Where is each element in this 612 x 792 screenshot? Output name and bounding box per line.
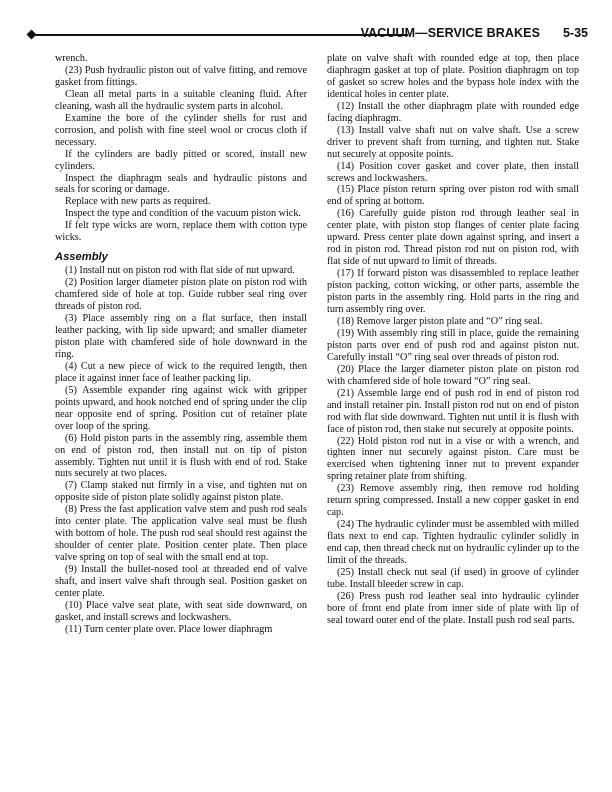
paragraph: (24) The hydraulic cylinder must be assembled with milled flats next to end cap. Tighten hydraulic cylinder solidly in end cap, then thread check nut on hydraulic cylinder up to the limit of the threads. bbox=[327, 519, 579, 567]
paragraph: (6) Hold piston parts in the assembly ring, assemble them on end of piston rod, then install nut on tip of piston assembly. Tighten nut until it is flush with end of rod. Stake nuts securely at two places. bbox=[55, 432, 307, 480]
paragraph: (20) Place the larger diameter piston plate on piston rod with chamfered side of hole toward “O” ring seal. bbox=[327, 363, 579, 387]
paragraph: (1) Install nut on piston rod with flat side of nut upward. bbox=[65, 265, 295, 277]
paragraph: Replace with new parts as required. bbox=[65, 196, 211, 208]
paragraph: (25) Install check nut seal (if used) in groove of cylinder tube. Install bleeder screw in cap. bbox=[327, 566, 579, 590]
paragraph: Inspect the type and condition of the vacuum piston wick. bbox=[65, 208, 301, 220]
left-column bbox=[55, 53, 307, 636]
paragraph: (17) If forward piston was disassembled to replace leather piston packing, cotton wicking, or other parts, assemble the piston parts in the assembly ring. Hold parts in the ring and turn assembly ring over. bbox=[327, 268, 579, 316]
paragraph: (12) Install the other diaphragm plate with rounded edge facing diaphragm. bbox=[327, 100, 579, 124]
paragraph: (8) Press the fast application valve stem and push rod seals into center plate. The application valve seal must be flush with bottom of hole. The push rod seal should rest against the shoulder of center plate. Position center plate. Then place valve spring on top of seal with the small end at top. bbox=[55, 504, 307, 564]
page-header bbox=[28, 26, 588, 46]
paragraph: (23) Push hydraulic piston out of valve fitting, and remove gasket from fittings. bbox=[55, 64, 307, 88]
paragraph: (22) Hold piston rod nut in a vise or with a wrench, and tighten inner nut securely against piston. Care must be exercised when tightening inner nut to prevent expander spring retainer plate from shifting. bbox=[327, 435, 579, 483]
paragraph: (13) Install valve shaft nut on valve shaft. Use a screw driver to prevent shaft from turning, and tighten nut. Stake nut securely at opposite points. bbox=[327, 124, 579, 160]
paragraph: (4) Cut a new piece of wick to the required length, then place it against inner face of leather packing lip. bbox=[55, 360, 307, 384]
paragraph: (26) Press push rod leather seal into hydraulic cylinder bore of front end plate from inner side of plate with lip of seal toward outer end of the plate. Install push rod seal parts. bbox=[327, 590, 579, 626]
header-rule bbox=[34, 34, 408, 36]
paragraph: (11) Turn center plate over. Place lower diaphragm bbox=[65, 623, 273, 635]
section-title: VACUUM—SERVICE BRAKES bbox=[360, 26, 540, 40]
page-number: 5-35 bbox=[562, 26, 588, 40]
paragraph: (10) Place valve seat plate, with seat side downward, on gasket, and install screws and lockwashers. bbox=[55, 599, 307, 623]
paragraph: (14) Position cover gasket and cover plate, then install screws and lockwashers. bbox=[327, 160, 579, 184]
paragraph: (3) Place assembly ring on a flat surface, then install leather packing, with lip side upward; and smaller diameter piston plate with chamfered side of hole downward in the ring. bbox=[55, 313, 307, 360]
paragraph: (18) Remove larger piston plate and “O” ring seal. bbox=[337, 315, 543, 327]
right-column bbox=[327, 53, 579, 627]
paragraph: Examine the bore of the cylinder shells for rust and corrosion, and polish with fine steel wool or crocus cloth if necessary. bbox=[55, 112, 307, 148]
section-heading-assembly: Assembly bbox=[55, 251, 108, 264]
paragraph: Inspect the diaphragm seals and hydraulic pistons and seals for scoring or damage. bbox=[55, 172, 307, 196]
paragraph: (7) Clamp staked nut firmly in a vise, and tighten nut on opposite side of piston plate solidly against piston plate. bbox=[55, 480, 307, 504]
paragraph: (23) Remove assembly ring, then remove rod holding return spring compressed. Install a new copper gasket in end cap. bbox=[327, 483, 579, 519]
paragraph: (15) Place piston return spring over piston rod with small end of spring at bottom. bbox=[327, 184, 579, 208]
paragraph: (21) Assemble large end of push rod in end of piston rod and install retainer pin. Install piston rod nut on end of piston rod with flat side downward. Tighten nut until it is flush with face of piston rod, then stake nut securely at opposite points. bbox=[327, 387, 579, 435]
paragraph: wrench. bbox=[55, 53, 88, 64]
paragraph: (2) Position larger diameter piston plate on piston rod with chamfered side of hole at top. Guide rubber seal ring over threads of piston rod. bbox=[55, 277, 307, 313]
paragraph: (5) Assemble expander ring against wick with gripper points upward, and hook notched end of spring under the clip near opposite end of spring. Position cut of retainer plate over loop of the spring. bbox=[55, 384, 307, 432]
paragraph: plate on valve shaft with rounded edge at top, then place diaphragm gasket at top of plate. Position diaphragm on top of gasket so screw holes and the bypass hole index with the identical holes in center plate. bbox=[327, 53, 579, 100]
paragraph: If the cylinders are badly pitted or scored, install new cylinders. bbox=[55, 148, 307, 172]
paragraph: (16) Carefully guide piston rod through leather seal in center plate, with piston stop flanges of center plate facing upward. Press center plate down against spring, and insert a rod in piston rod. Thread piston rod nut on piston rod, with flat side of nut upward to limit of threads. bbox=[327, 208, 579, 268]
paragraph: (19) With assembly ring still in place, guide the remaining piston parts over end of push rod and against piston nut. Carefully install “O” ring seal over threads of piston rod. bbox=[327, 327, 579, 363]
paragraph: (9) Install the bullet-nosed tool at threaded end of valve shaft, and insert valve shaft through seal. Position gasket on center plate. bbox=[55, 564, 307, 599]
paragraph: If felt type wicks are worn, replace them with cotton type wicks. bbox=[55, 220, 307, 244]
paragraph: Clean all metal parts in a suitable cleaning fluid. After cleaning, wash all the hydraulic system parts in alcohol. bbox=[55, 88, 307, 112]
